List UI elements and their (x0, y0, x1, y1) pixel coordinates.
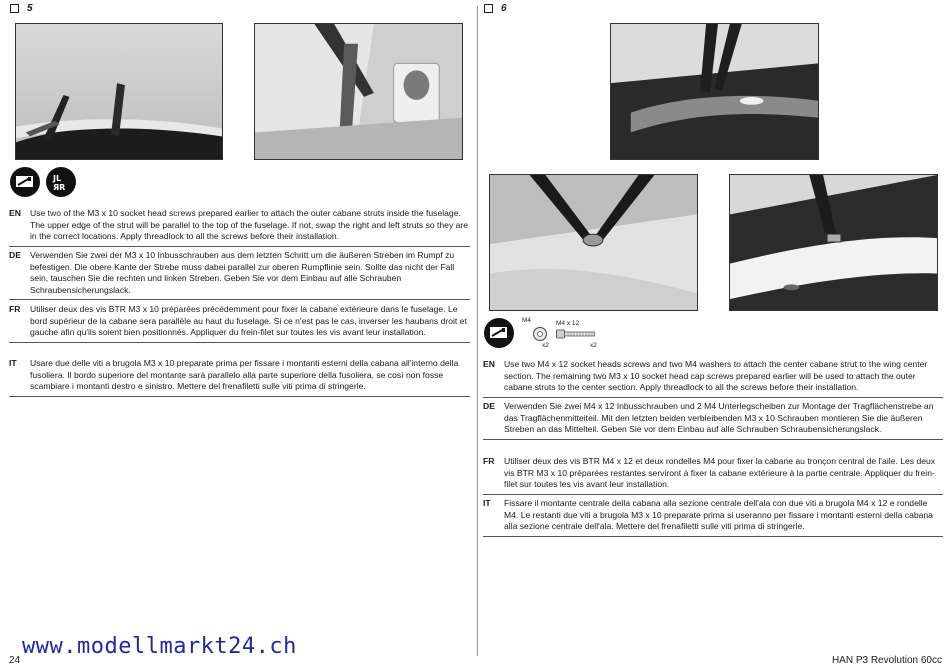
lang-text: Verwenden Sie zwei der M3 x 10 Inbusschrauben aus dem letzten Schritt um die äußeren Streben im Rumpf zu befestigen. Die obere Kante der Strebe muss dabei parallel zur oberen Rumpflinie sein. Sollte das nicht der Fall sein, tauschen Sie die rechten und linken Streben. Geben Sie vor dem Einbau auf alle Schrauben Schraubensicherungslack. (30, 250, 455, 295)
step-header-6 (484, 3, 507, 14)
lang-code: DE (9, 250, 21, 260)
text-block-fr (9, 304, 470, 343)
lang-code: DE (483, 401, 495, 411)
screwdriver-icon (484, 318, 514, 348)
photo-fuselage-interior (254, 23, 463, 160)
screw-icon (556, 329, 596, 339)
lang-code: FR (9, 304, 21, 314)
page-number: 24 (9, 655, 21, 666)
lang-code: EN (483, 359, 495, 369)
step-checkbox[interactable] (10, 4, 19, 13)
lang-text: Fissare il montante centrale della cabana alla sezione centrale dell'ala con due viti a brugola M4 x 12 e rondelle M4. Le restanti due viti a brugola M3 x 10 preparate prima si useranno per fissare i montanti esterni della cabana alla sezione centrale dell'ala. Mettere del frenafiletti sulle viti prima di stringerle. (504, 498, 933, 532)
lang-text: Use two M4 x 12 socket heads screws and two M4 washers to attach the center cabane strut to the wing center section. The remaining two M3 x 10 socket head cap screws prepared earlier will be used to attach the outer cabane struts to the center section. Apply threadlock to all the screws before their installation. (504, 359, 928, 393)
step-checkbox[interactable] (484, 4, 493, 13)
lang-text: Utiliser deux des vis BTR M3 x 10 préparées précédemment pour fixer la cabane extérieure dans le fuselage. Le bord supérieur de la cabane sera parallèle au haut du fuselage. Si ce n'est pas le cas, inverser les haubans droit et gauche afin qu'ils soient bien positionnés. Appliquer du frein-filet sur toutes les vis avant leur installation. (30, 304, 467, 338)
text-block-en (483, 359, 943, 398)
left-right-strut-icon (46, 167, 76, 197)
text-block-fr (483, 456, 943, 495)
text-block-en (9, 208, 470, 247)
lang-text: Usare due delle viti a brugola M3 x 10 preparate prima per fissare i montanti esterni della cabana all'interno della fusoliera. Il bordo superiore del montante sarà parallelo alla parte superiore della fusoliera, se così non fosse scambiare i montanti destro e sinistro. Mettere del frenafiletti sulle viti prima di stringerle. (30, 358, 459, 392)
lang-code: IT (483, 498, 491, 508)
lang-text: Verwenden Sie zwei M4 x 12 Inbusschrauben und 2 M4 Unterlegscheiben zur Montage der Tragflächenstrebe an das Tragflächenmitteiteil. Mit den letzten beiden verbleibenden M3 x 10 Schrauben montieren Sie die äußeren Streben an das Mittelteil. Geben Sie vor dem Einbau auf alle Schrauben Schraubensicherungslack. (504, 401, 934, 435)
text-block-it (483, 498, 943, 537)
lang-code: FR (483, 456, 495, 466)
screwdriver-threadlock-icon (10, 167, 40, 197)
watermark-url[interactable]: www.modellmarkt24.ch (22, 634, 297, 659)
screw-label: M4 x 12 (556, 320, 580, 327)
svg-text:JL: JL (53, 174, 62, 183)
photo-wing-center-section (729, 174, 938, 311)
photo-fuselage-struts (15, 23, 223, 160)
photo-strut-washer (489, 174, 698, 311)
lang-code: IT (9, 358, 17, 368)
washer-icon (532, 326, 548, 342)
screw-quantity: x2 (590, 342, 597, 349)
washer-quantity: x2 (542, 342, 549, 349)
text-block-de (9, 250, 470, 300)
lang-text: Use two of the M3 x 10 socket head screws prepared earlier to attach the outer cabane struts inside the fuselage. The upper edge of the strut will be parallel to the top of the fuselage. If not, swap the right and left struts so they are in the correct locations. Apply threadlock to all the screws before their installation. (30, 208, 469, 242)
step-number: 6 (501, 3, 507, 14)
text-block-de (483, 401, 943, 440)
washer-label: M4 (522, 317, 532, 324)
svg-text:ЯR: ЯR (53, 183, 66, 192)
page-divider (477, 6, 478, 656)
photo-center-strut (610, 23, 819, 160)
lang-code: EN (9, 208, 21, 218)
document-title: HAN P3 Revolution 60cc (831, 655, 942, 666)
lang-text: Utiliser deux des vis BTR M4 x 12 et deux rondelles M4 pour fixer la cabane au tronçon central de l'aile. Les deux vis BTR M3 x 10 préparées restantes serviront à fixer la cabane extérieure à la partie centrale. Appliquer du frein-filet sur toutes les vis avant leur installation. (504, 456, 936, 490)
step-number: 5 (27, 3, 33, 14)
step-header-5 (10, 3, 33, 14)
text-block-it (9, 358, 470, 397)
